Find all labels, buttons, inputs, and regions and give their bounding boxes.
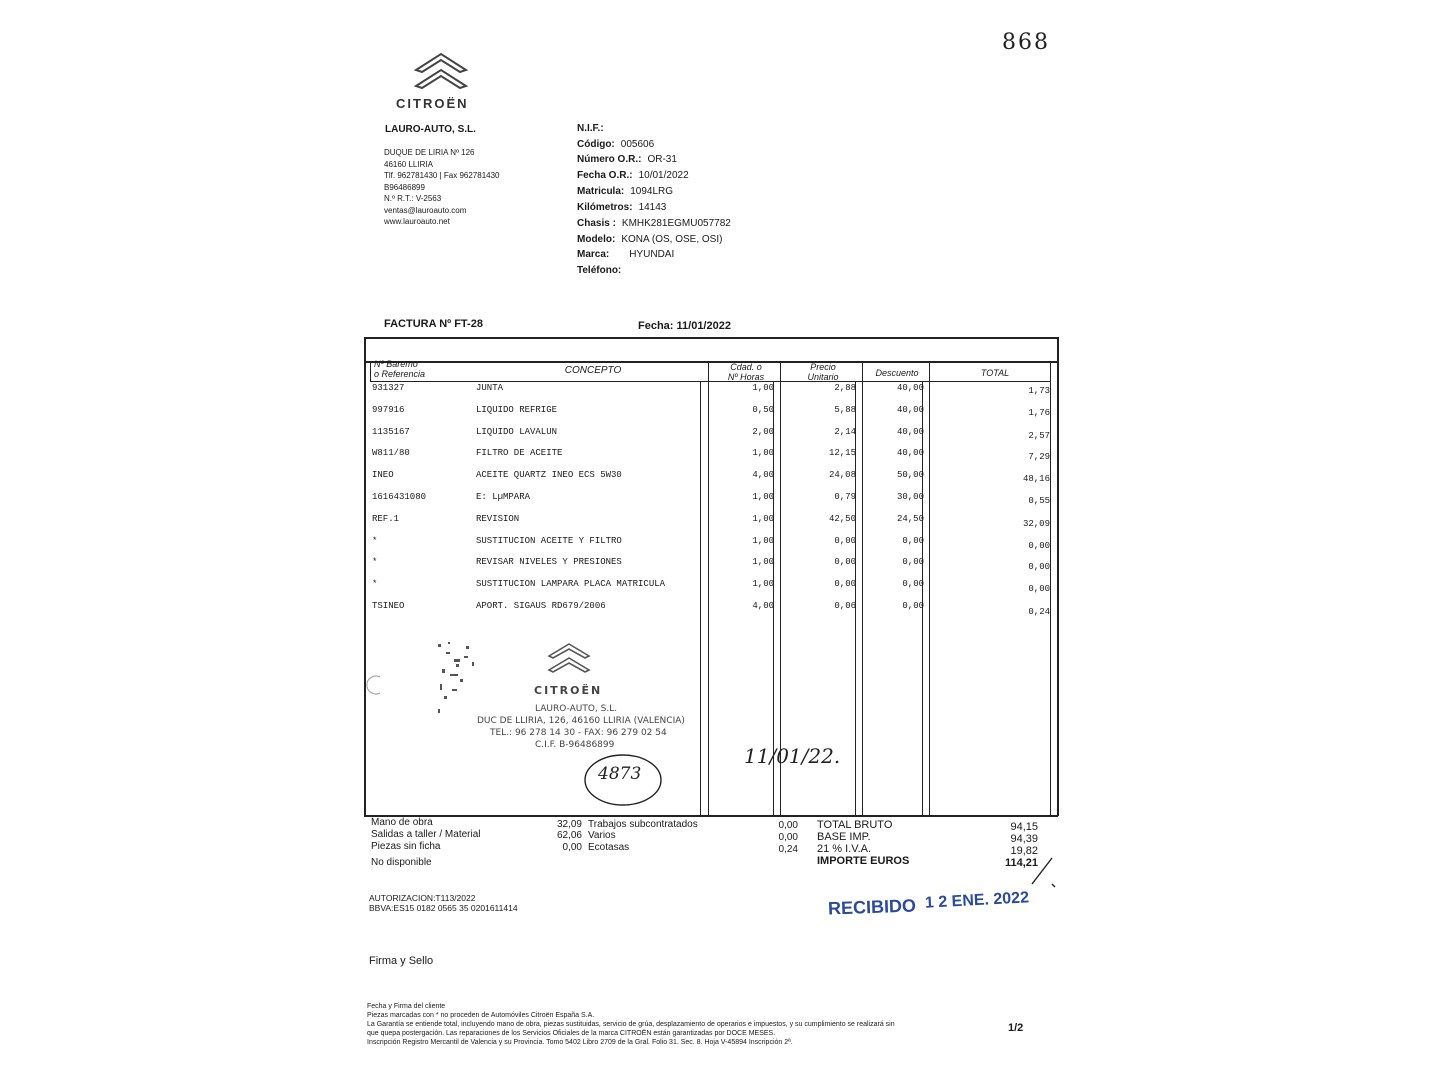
summary-label: Trabajos subcontratados [588, 819, 698, 830]
footer-line: Piezas marcadas con * no proceden de Automóviles Citroën España S.A. [367, 1012, 595, 1019]
summary-label: Ecotasas [588, 842, 630, 853]
summary-value: 0,00 [778, 832, 798, 843]
summary-label: Mano de obra [371, 817, 433, 828]
summary-value: 62,06 [556, 830, 582, 841]
company-line: DUQUE DE LIRIA Nº 126 [384, 148, 475, 157]
col-line [855, 381, 856, 815]
table-border-right [1057, 337, 1059, 816]
col-line [700, 381, 701, 815]
meta-nif: N.I.F.: [577, 123, 604, 134]
punch-hole-icon [360, 674, 382, 696]
company-line: ventas@lauroauto.com [384, 205, 467, 215]
row-price: 24,08 [828, 470, 856, 480]
row-qty: 1,00 [752, 536, 774, 546]
row-discount: 50,00 [896, 470, 924, 480]
row-qty: 0,50 [752, 405, 774, 415]
row-total: 0,00 [1028, 562, 1050, 572]
bank-account: BBVA:ES15 0182 0565 35 0201611414 [369, 903, 518, 913]
row-total: 1,76 [1028, 408, 1050, 418]
row-concept: ACEITE QUARTZ INEO ECS 5W30 [476, 470, 622, 480]
footer-notes [367, 1002, 895, 1047]
row-total: 0,00 [1028, 584, 1050, 594]
row-ref: * [372, 557, 378, 567]
summary-label: BASE IMP. [817, 831, 871, 843]
summary-value: 0,00 [778, 820, 798, 831]
row-ref: 1135167 [372, 427, 410, 437]
row-ref: INEO [372, 470, 394, 480]
meta-telefono: Teléfono: [577, 265, 622, 276]
table-border-bottom [364, 815, 1058, 817]
invoice-date: Fecha: 11/01/2022 [638, 320, 731, 332]
meta-codigo: Código: 005606 [577, 139, 655, 150]
stamp-line: DUC DE LLIRIA, 126, 46160 LLIRIA (VALENCIA) [477, 716, 685, 726]
row-price: 0,00 [834, 557, 856, 567]
header-total: TOTAL [980, 368, 1010, 378]
check-mark-icon [1030, 854, 1060, 888]
company-line: 46160 LLIRIA [384, 159, 433, 169]
stamp-line: LAURO-AUTO, S.L. [535, 704, 618, 714]
summary-value: 32,09 [556, 819, 582, 830]
meta-marca: Marca: HYUNDAI [577, 249, 675, 260]
summary-label: 21 % I.V.A. [817, 843, 872, 855]
stamp-chevrons-icon [544, 640, 594, 676]
summary-total-value: 114,21 [1004, 857, 1038, 869]
row-price: 12,15 [828, 448, 856, 458]
stamp-brand: CITROËN [534, 684, 603, 697]
footer-line: que quepa postergación. Las reparaciones de los Servicios Oficiales de la marca CITROËN están garantizadas por DOCE MESES. [367, 1030, 776, 1037]
summary-label: TOTAL BRUTO [817, 819, 893, 831]
summary-label: No disponible [371, 857, 432, 868]
citroen-chevrons-icon [396, 50, 486, 95]
handwritten-circled-number [582, 752, 664, 808]
row-discount: 24,50 [896, 514, 924, 524]
row-ref: 931327 [372, 383, 405, 393]
row-total: 48,16 [1022, 474, 1050, 484]
col-line [922, 381, 923, 815]
row-qty: 2,00 [752, 427, 774, 437]
row-ref: * [372, 536, 378, 546]
header-ref: Nº Baremo o Referencia [374, 359, 426, 379]
summary-value: 19,82 [1010, 845, 1038, 857]
stamp-line: C.I.F. B-96486899 [535, 740, 615, 750]
col-line [370, 361, 371, 381]
summary-label: Piezas sin ficha [371, 841, 441, 852]
summary-value: 94,15 [1010, 821, 1038, 833]
row-qty: 1,00 [752, 579, 774, 589]
row-total: 2,57 [1028, 431, 1050, 441]
row-qty: 1,00 [752, 514, 774, 524]
row-concept: SUSTITUCION LAMPARA PLACA MATRICULA [476, 579, 666, 589]
row-qty: 4,00 [752, 601, 774, 611]
row-total: 7,29 [1028, 452, 1050, 462]
row-qty: 1,00 [752, 557, 774, 567]
row-ref: 1616431080 [372, 492, 427, 502]
company-stamp [436, 630, 686, 760]
summary-value: 0,24 [778, 844, 798, 855]
table-border-top [364, 337, 1058, 339]
row-concept: LIQUIDO LAVALUN [476, 427, 558, 437]
meta-chasis: Chasis : KMHK281EGMU057782 [577, 218, 731, 229]
handwritten-number: 4873 [598, 764, 642, 784]
row-concept: SUSTITUCION ACEITE Y FILTRO [476, 536, 622, 546]
row-discount: 0,00 [902, 536, 924, 546]
page-indicator: 1/2 [1008, 1022, 1024, 1034]
row-concept: APORT. SIGAUS RD679/2006 [476, 601, 606, 611]
row-price: 42,50 [828, 514, 856, 524]
header-discount: Descuento [875, 368, 919, 378]
company-line: Tlf. 962781430 | Fax 962781430 [384, 171, 500, 180]
row-discount: 0,00 [902, 557, 924, 567]
meta-kilometros: Kilómetros: 14143 [577, 202, 667, 213]
handwritten-date: 11/01/22. [744, 744, 841, 768]
row-ref: * [372, 579, 378, 589]
meta-matricula: Matricula: 1094LRG [577, 186, 674, 197]
table-border-left [364, 337, 366, 816]
row-total: 32,09 [1022, 519, 1050, 529]
invoice-number: FACTURA Nº FT-28 [384, 318, 483, 330]
header-price: Precio Unitario [807, 362, 839, 382]
summary-label: IMPORTE EUROS [817, 855, 910, 867]
signature-label: Firma y Sello [369, 955, 434, 967]
row-concept: REVISION [476, 514, 520, 524]
row-discount: 40,00 [896, 405, 924, 415]
row-price: 2,88 [834, 383, 856, 393]
row-qty: 1,00 [752, 448, 774, 458]
row-discount: 0,00 [902, 601, 924, 611]
company-address [384, 147, 500, 228]
footer-line: Inscripción Registro Mercantil de Valencia y su Provincia. Tomo 5402 Libro 2709 de la Gral. Folio 31. Sec. 8. Hoja V-45894 Inscripción 2ª. [367, 1039, 793, 1046]
stamp-line: TEL.: 96 278 14 30 - FAX: 96 279 02 54 [490, 728, 667, 738]
handwritten-page-number: 868 [1002, 30, 1050, 55]
footer-line: Fecha y Firma del cliente [367, 1003, 446, 1010]
row-price: 0,79 [834, 492, 856, 502]
row-discount: 30,00 [896, 492, 924, 502]
meta-numero-or: Número O.R.: OR-31 [577, 154, 677, 165]
row-concept: E: LµMPARA [476, 492, 531, 502]
row-discount: 0,00 [902, 579, 924, 589]
summary-label: Salidas a taller / Material [371, 829, 481, 840]
table-header-bottom [370, 381, 1050, 382]
col-line [929, 361, 930, 815]
row-price: 2,14 [834, 427, 856, 437]
col-line [862, 361, 863, 815]
row-total: 1,73 [1028, 386, 1050, 396]
row-ref: W811/80 [372, 448, 410, 458]
received-stamp-word: RECIBIDO [827, 895, 917, 919]
row-concept: REVISAR NIVELES Y PRESIONES [476, 557, 622, 567]
row-discount: 40,00 [896, 427, 924, 437]
company-line: B96486899 [384, 182, 425, 192]
row-price: 0,00 [834, 536, 856, 546]
received-stamp-date: 1 2 ENE. 2022 [924, 889, 1030, 912]
row-concept: FILTRO DE ACEITE [476, 448, 563, 458]
meta-modelo: Modelo: KONA (OS, OSE, OSI) [577, 234, 723, 245]
row-ref: REF.1 [372, 514, 400, 524]
authorization: AUTORIZACION:T113/2022 [369, 893, 476, 903]
summary-value: 94,39 [1010, 833, 1038, 845]
col-line [708, 361, 709, 815]
row-ref: 997916 [372, 405, 405, 415]
citroen-logo [396, 50, 486, 112]
meta-fecha-or: Fecha O.R.: 10/01/2022 [577, 170, 689, 181]
header-concept: CONCEPTO [564, 365, 622, 376]
row-concept: JUNTA [476, 383, 504, 393]
row-total: 0,55 [1028, 496, 1050, 506]
row-total: 0,24 [1028, 607, 1050, 617]
table-header-top [364, 361, 1058, 363]
header-qty: Cdad. o Nº Horas [727, 362, 765, 382]
footer-line: La Garantía se entiende total, incluyendo mano de obra, piezas sustituidas, servicio de grúa, desplazamiento de operarios e impuestos, y su cumplimiento se realizará sin [367, 1021, 895, 1028]
summary-value: 0,00 [562, 842, 582, 853]
row-price: 0,06 [834, 601, 856, 611]
row-total: 0,00 [1028, 541, 1050, 551]
company-line: N.º R.T.: V-2563 [384, 194, 442, 203]
company-name: LAURO-AUTO, S.L. [385, 124, 476, 135]
row-discount: 40,00 [896, 448, 924, 458]
col-line [1050, 361, 1051, 815]
row-price: 5,88 [834, 405, 856, 415]
row-qty: 1,00 [752, 383, 774, 393]
row-qty: 4,00 [752, 470, 774, 480]
row-concept: LIQUIDO REFRIGE [476, 405, 558, 415]
brand-name: CITROËN [396, 96, 469, 111]
row-ref: TSINEO [372, 601, 405, 611]
company-line: www.lauroauto.net [384, 217, 450, 226]
row-discount: 40,00 [896, 383, 924, 393]
row-price: 0,00 [834, 579, 856, 589]
summary-label: Varios [588, 830, 616, 841]
row-qty: 1,00 [752, 492, 774, 502]
